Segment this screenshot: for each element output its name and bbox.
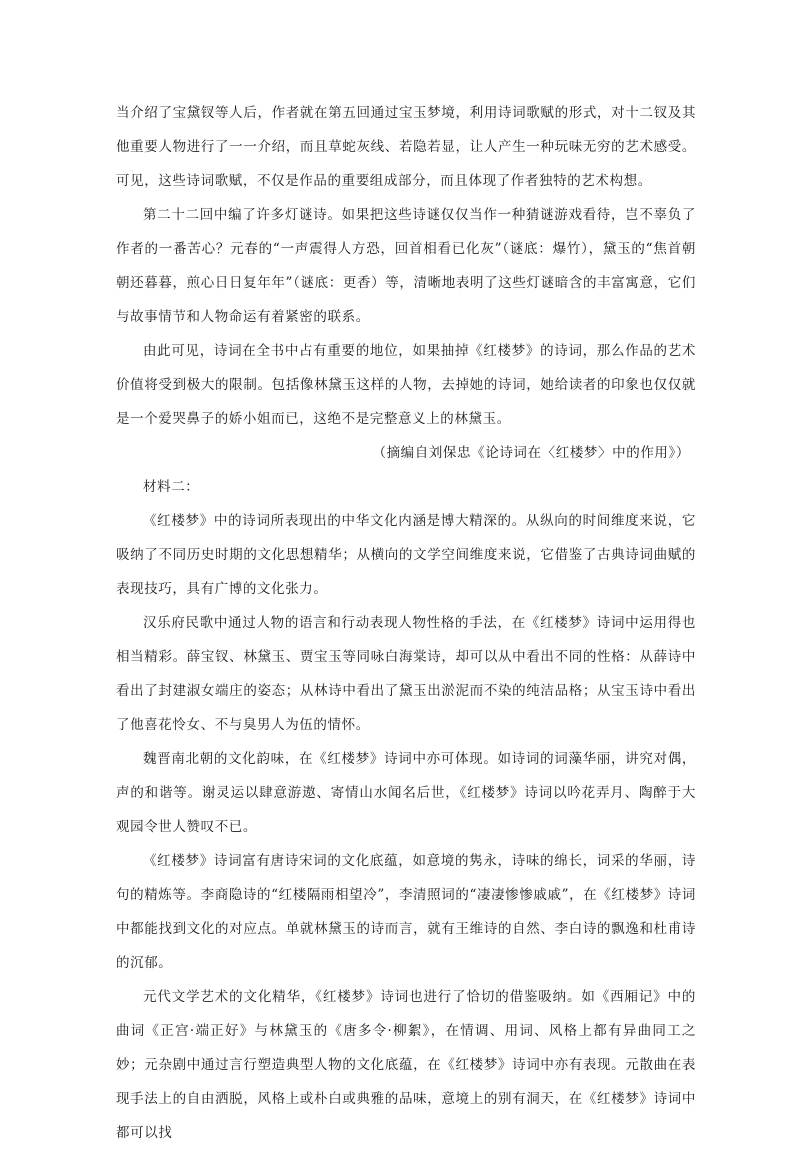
source-citation: （摘编自刘保忠《论诗词在〈红楼梦〉中的作用》） [372,445,690,461]
paragraph-conclusion: 由此可见，诗词在全书中占有重要的地位，如果抽掉《红楼梦》的诗词，那么作品的艺术价值将受到极大的限制。包括像林黛玉这样的人物，去掉她的诗词，她给读者的印象也仅仅就是一个爱哭鼻子的娇小姐而已，这绝不是完整意义上的林黛玉。 [116,343,696,427]
material-two-paragraph: 魏晋南北朝的文化韵味，在《红楼梦》诗词中亦可体现。如诗词的词藻华丽，讲究对偶，声的和谐等。谢灵运以肆意游遨、寄情山水闻名后世，《红楼梦》诗词以吟花弄月、陶醉于大观园令世人赞叹不已。 [116,751,696,835]
material-two-paragraph: 《红楼梦》中的诗词所表现出的中华文化内涵是博大精深的。从纵向的时间维度来说，它吸纳了不同历史时期的文化思想精华；从横向的文学空间维度来说，它借鉴了古典诗词曲赋的表现技巧，具有广博的文化张力。 [116,513,696,597]
paragraph-continuation: 当介绍了宝黛钗等人后，作者就在第五回通过宝玉梦境，利用诗词歌赋的形式，对十二钗及其他重要人物进行了一一介绍，而且草蛇灰线、若隐若显，让人产生一种玩味无穷的艺术感受。可见，这些诗词歌赋，不仅是作品的重要组成部分，而且体现了作者独特的艺术构想。 [116,105,696,189]
material-two-paragraph: 汉乐府民歌中通过人物的语言和行动表现人物性格的手法，在《红楼梦》诗词中运用得也相当精彩。薛宝钗、林黛玉、贾宝玉等同咏白海棠诗，却可以从中看出不同的性格：从薛诗中看出了封建淑女端庄的姿态；从林诗中看出了黛玉出淤泥而不染的纯洁品格；从宝玉诗中看出了他喜花怜女、不与臭男人为伍的情怀。 [116,615,696,733]
material-two-label: 材料二： [143,479,200,495]
material-two-paragraph: 元代文学艺术的文化精华，《红楼梦》诗词也进行了恰切的借鉴吸纳。如《西厢记》中的曲词《正宫·端正好》与林黛玉的《唐多令·柳絮》，在情调、用词、风格上都有异曲同工之妙；元杂剧中通过言行塑造典型人物的文化底蕴，在《红楼梦》诗词中亦有表现。元散曲在表现手法上的自由洒脱，风格上或朴白或典雅的品味，意境上的别有洞天，在《红楼梦》诗词中都可以找 [116,989,696,1141]
article-body [116,96,696,1150]
material-two-paragraph: 《红楼梦》诗词富有唐诗宋词的文化底蕴，如意境的隽永，诗味的绵长，词采的华丽，诗句的精炼等。李商隐诗的“红楼隔雨相望冷”，李清照词的“凄凄惨惨戚戚”，在《红楼梦》诗词中都能找到文化的对应点。单就林黛玉的诗而言，就有王维诗的自然、李白诗的飘逸和杜甫诗的沉郁。 [116,853,696,971]
paragraph-lantern-riddles: 第二十二回中编了许多灯谜诗。如果把这些诗谜仅仅当作一种猜谜游戏看待，岂不辜负了作者的一番苦心？元春的“一声震得人方恐，回首相看已化灰”（谜底：爆竹），黛玉的“焦首朝朝还暮暮，煎心日日复年年”（谜底：更香）等，清晰地表明了这些灯谜暗含的丰富寓意，它们与故事情节和人物命运有着紧密的联系。 [116,207,696,325]
